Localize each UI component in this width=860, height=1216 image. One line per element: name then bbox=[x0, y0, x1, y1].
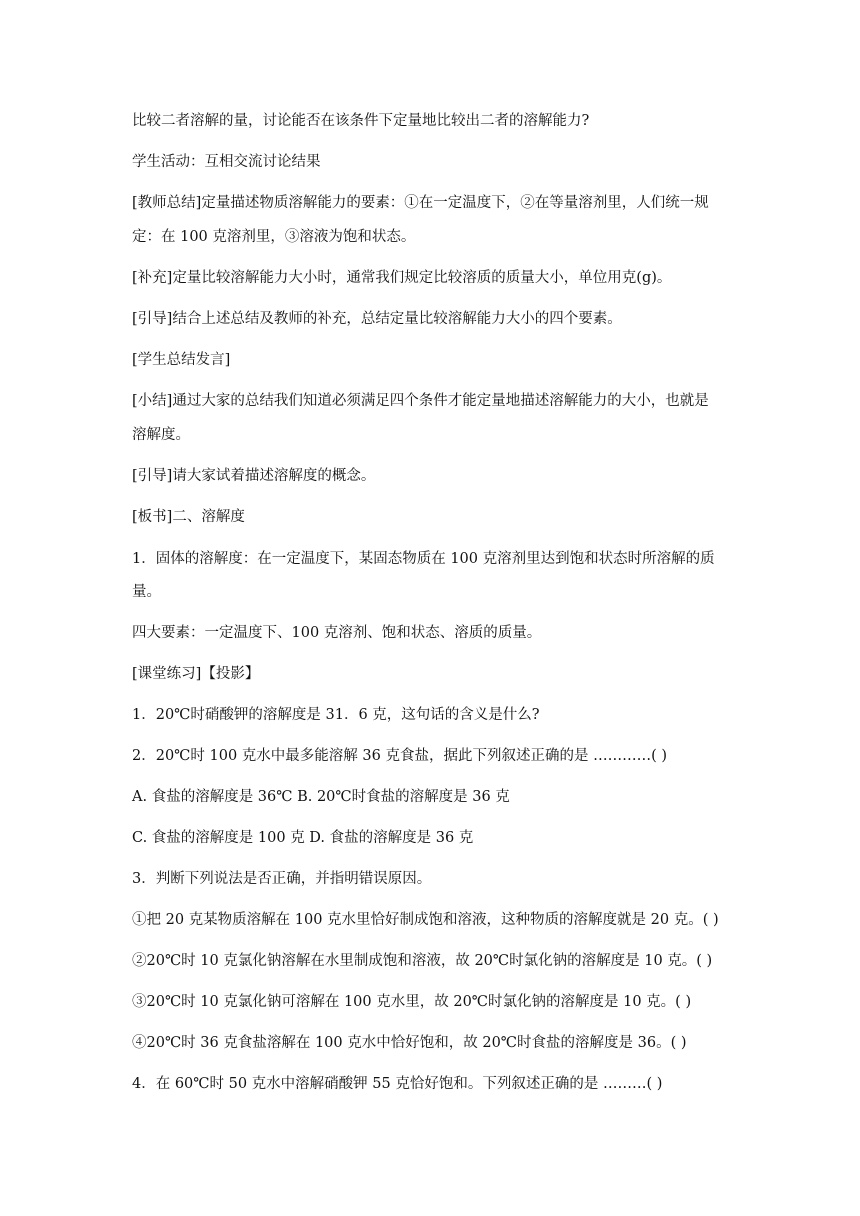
text-line: 量。 bbox=[132, 584, 161, 600]
text-line: ②20℃时 10 克氯化钠溶解在水里制成饱和溶液，故 20℃时氯化钠的溶解度是 10 克。( ) bbox=[132, 953, 713, 969]
text-line: [板书]二、溶解度 bbox=[132, 509, 245, 525]
text-line: 溶解度。 bbox=[132, 427, 190, 443]
text-line: 1．固体的溶解度：在一定温度下，某固态物质在 100 克溶剂里达到饱和状态时所溶解的质 bbox=[132, 551, 715, 567]
text-line: [课堂练习]【投影】 bbox=[132, 666, 260, 682]
text-line: 学生活动：互相交流讨论结果 bbox=[132, 154, 321, 170]
text-line: [教师总结]定量描述物质溶解能力的要素：①在一定温度下，②在等量溶剂里，人们统一规 bbox=[132, 195, 709, 211]
text-line: 定：在 100 克溶剂里，③溶液为饱和状态。 bbox=[132, 229, 416, 245]
text-line: ①把 20 克某物质溶解在 100 克水里恰好制成饱和溶液，这种物质的溶解度就是 20 克。( ) bbox=[132, 912, 719, 928]
text-line: [学生总结发言] bbox=[132, 352, 231, 368]
text-line: [引导]结合上述总结及教师的补充，总结定量比较溶解能力大小的四个要素。 bbox=[132, 311, 622, 327]
text-line: 3．判断下列说法是否正确，并指明错误原因。 bbox=[132, 871, 432, 887]
text-line: A. 食盐的溶解度是 36℃ B. 20℃时食盐的溶解度是 36 克 bbox=[132, 789, 510, 805]
text-line: 2．20℃时 100 克水中最多能溶解 36 克食盐，据此下列叙述正确的是 …………( ) bbox=[132, 748, 667, 764]
text-line: ③20℃时 10 克氯化钠可溶解在 100 克水里，故 20℃时氯化钠的溶解度是 10 克。( ) bbox=[132, 994, 692, 1010]
text-line: 比较二者溶解的量，讨论能否在该条件下定量地比较出二者的溶解能力? bbox=[132, 113, 590, 129]
text-line: [小结]通过大家的总结我们知道必须满足四个条件才能定量地描述溶解能力的大小，也就是 bbox=[132, 393, 709, 409]
text-line: [引导]请大家试着描述溶解度的概念。 bbox=[132, 468, 376, 484]
text-line: C. 食盐的溶解度是 100 克 D. 食盐的溶解度是 36 克 bbox=[132, 830, 474, 846]
text-line: 1．20℃时硝酸钾的溶解度是 31．6 克，这句话的含义是什么? bbox=[132, 707, 540, 723]
text-line: [补充]定量比较溶解能力大小时，通常我们规定比较溶质的质量大小，单位用克(g)。 bbox=[132, 270, 672, 286]
text-line: 4．在 60℃时 50 克水中溶解硝酸钾 55 克恰好饱和。下列叙述正确的是 ………( ) bbox=[132, 1076, 663, 1092]
text-line: ④20℃时 36 克食盐溶解在 100 克水中恰好饱和，故 20℃时食盐的溶解度是 36。( ) bbox=[132, 1035, 687, 1051]
text-line: 四大要素：一定温度下、100 克溶剂、饱和状态、溶质的质量。 bbox=[132, 625, 542, 641]
